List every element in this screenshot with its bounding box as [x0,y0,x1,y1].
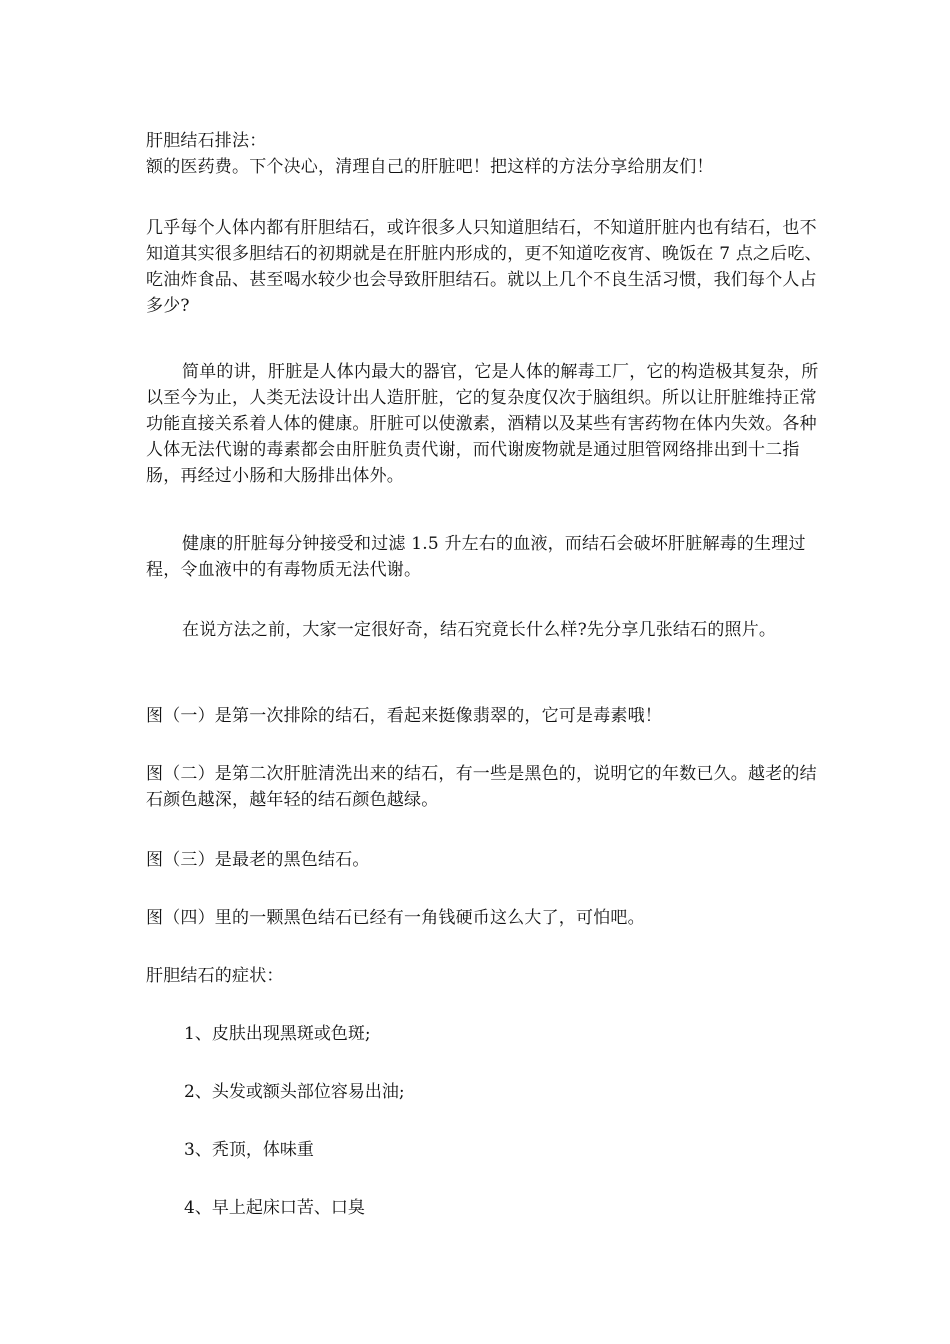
document-title: 肝胆结石排法： [146,131,267,151]
paragraph-2-text: 简单的讲，肝脏是人体内最大的器官，它是人体的解毒工厂，它的构造极其复杂，所以至今为止，人类无法设计出人造肝脏，它的复杂度仅次于脑组织。所以让肝脏维持正常功能直接关系着人体的健康。肝脏可以使激素，酒精以及某些有害药物在体内失效。各种人体无法代谢的毒素都会由肝脏负责代谢，而代谢废物就是通过胆管网络排出到十二指肠，再经过小肠和大肠排出体外。 [146,362,819,486]
figure-3-text: 图（三）是最老的黑色结石。 [146,850,370,870]
symptoms-heading [146,963,826,989]
figure-2-caption [146,761,826,813]
symptom-item: 2、头发或额头部位容易出油; [184,1082,405,1102]
paragraph-2 [146,359,826,489]
symptom-item: 1、皮肤出现黑斑或色斑; [184,1024,371,1044]
figure-4-caption [146,905,826,931]
paragraph-1 [146,215,826,319]
document-header [146,128,826,180]
paragraph-3-text: 健康的肝脏每分钟接受和过滤 1.5 升左右的血液，而结石会破坏肝脏解毒的生理过程，令血液中的有毒物质无法代谢。 [146,534,806,580]
symptom-item: 4、早上起床口苦、口臭 [184,1198,365,1218]
intro-line: 额的医药费。下个决心，清理自己的肝脏吧！把这样的方法分享给朋友们！ [146,157,714,177]
figure-1-text: 图（一）是第一次排除的结石，看起来挺像翡翠的，它可是毒素哦！ [146,706,662,726]
figure-4-text: 图（四）里的一颗黑色结石已经有一角钱硬币这么大了，可怕吧。 [146,908,645,928]
symptoms-heading-text: 肝胆结石的症状： [146,966,284,986]
paragraph-4 [146,617,826,643]
paragraph-1-text: 几乎每个人体内都有肝胆结石，或许很多人只知道胆结石，不知道肝脏内也有结石，也不知道其实很多胆结石的初期就是在肝脏内形成的，更不知道吃夜宵、晚饭在 7 点之后吃、吃油炸食品、甚至喝水较少也会导致肝胆结石。就以上几个不良生活习惯，我们每个人占多少? [146,218,822,316]
figure-1-caption [146,703,826,729]
paragraph-3 [146,531,826,583]
paragraph-4-text: 在说方法之前，大家一定很好奇，结石究竟长什么样?先分享几张结石的照片。 [182,620,777,640]
symptom-item: 3、秃顶，体味重 [184,1140,314,1160]
figure-2-text: 图（二）是第二次肝脏清洗出来的结石，有一些是黑色的，说明它的年数已久。越老的结石颜色越深，越年轻的结石颜色越绿。 [146,764,817,810]
figure-3-caption [146,847,826,873]
